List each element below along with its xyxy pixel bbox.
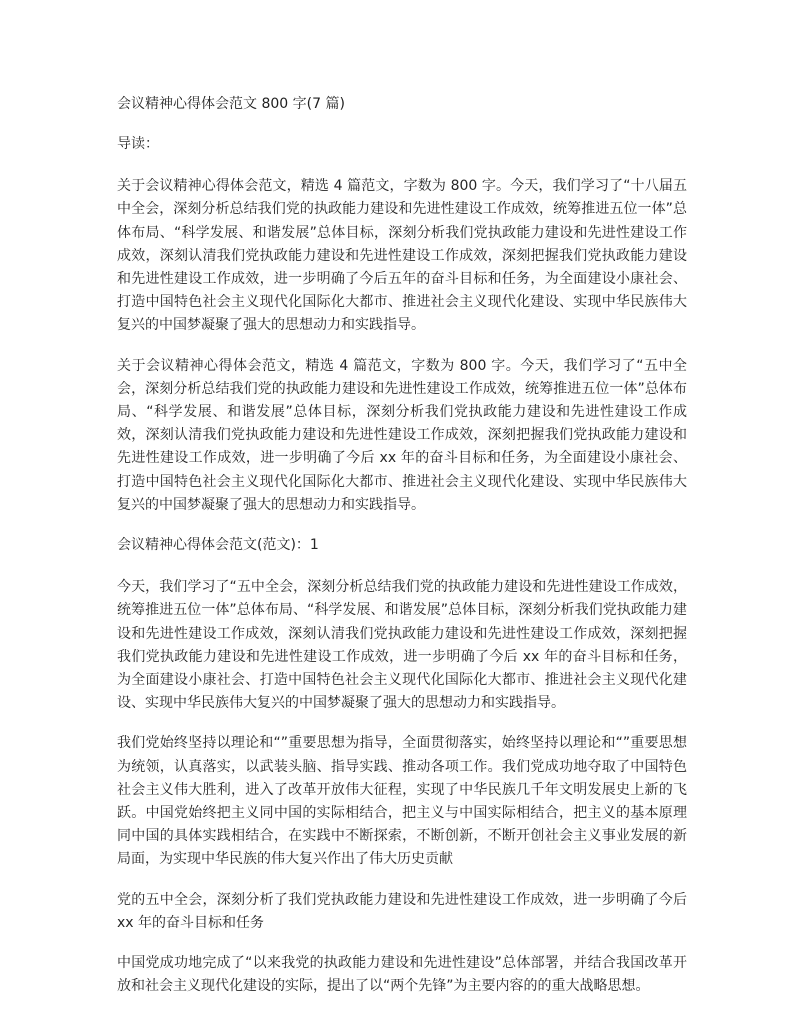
document-title: 会议精神心得体会范文 800 字(7 篇) <box>117 96 345 112</box>
paragraph-6: 中国党成功地完成了“以来我党的执政能力建设和先进性建设”总体部署，并结合我国改革开放和社会主义现代化建设的实际，提出了以“两个先锋”为主要内容的的重大战略思想。 <box>117 955 687 995</box>
paragraph-2: 关于会议精神心得体会范文，精选 4 篇范文，字数为 800 字。今天，我们学习了“五中全会，深刻分析总结我们党的执政能力建设和先进性建设工作成效，统筹推进五位一体”总体布局、“科学发展、和谐发展”总体目标，深刻分析我们党执政能力建设和先进性建设工作成效，深刻认清我们党执政能力建设和先进性建设工作成效，深刻把握我们党执政能力建设和先进性建设工作成效，进一步明确了今后 xx 年的奋斗目标和任务，为全面建设小康社会、打造中国特色社会主义现代化国际化大都市、推进社会主义现代化建设、实现中华民族伟大复兴的中国梦凝聚了强大的思想动力和实践指导。 <box>117 357 687 513</box>
section-heading: 会议精神心得体会范文(范文)：1 <box>117 537 319 554</box>
intro-label: 导读： <box>117 136 159 152</box>
document-page <box>117 94 687 1016</box>
paragraph-3: 今天，我们学习了“五中全会，深刻分析总结我们党的执政能力建设和先进性建设工作成效，统筹推进五位一体”总体布局、“科学发展、和谐发展”总体目标，深刻分析我们党执政能力建设和先进性建设工作成效，深刻认清我们党执政能力建设和先进性建设工作成效，深刻把握我们党执政能力建设和先进性建设工作成效，进一步明确了今后 xx 年的奋斗目标和任务，为全面建设小康社会、打造中国特色社会主义现代化国际化大都市、推进社会主义现代化建设、实现中华民族伟大复兴的中国梦凝聚了强大的思想动力和实践指导。 <box>117 579 687 712</box>
paragraph-1: 关于会议精神心得体会范文，精选 4 篇范文，字数为 800 字。今天，我们学习了“十八届五中全会，深刻分析总结我们党的执政能力建设和先进性建设工作成效，统筹推进五位一体”总体布局、“科学发展、和谐发展”总体目标，深刻分析我们党执政能力建设和先进性建设工作成效，深刻认清我们党执政能力建设和先进性建设工作成效，深刻把握我们党执政能力建设和先进性建设工作成效，进一步明确了今后五年的奋斗目标和任务，为全面建设小康社会、打造中国特色社会主义现代化国际化大都市、推进社会主义现代化建设、实现中华民族伟大复兴的中国梦凝聚了强大的思想动力和实践指导。 <box>117 178 687 334</box>
paragraph-5: 党的五中全会，深刻分析了我们党执政能力建设和先进性建设工作成效，进一步明确了今后 xx 年的奋斗目标和任务 <box>117 891 687 931</box>
paragraph-4: 我们党始终坚持以理论和“”重要思想为指导，全面贯彻落实，始终坚持以理论和“”重要思想为统领，认真落实，以武装头脑、指导实践、推动各项工作。我们党成功地夺取了中国特色社会主义伟大胜利，进入了改革开放伟大征程，实现了中华民族几千年文明发展史上新的飞跃。中国党始终把主义同中国的实际相结合，把主义与中国实际相结合，把主义的基本原理同中国的具体实践相结合，在实践中不断探索，不断创新，不断开创社会主义事业发展的新局面，为实现中华民族的伟大复兴作出了伟大历史贡献 <box>117 735 687 868</box>
